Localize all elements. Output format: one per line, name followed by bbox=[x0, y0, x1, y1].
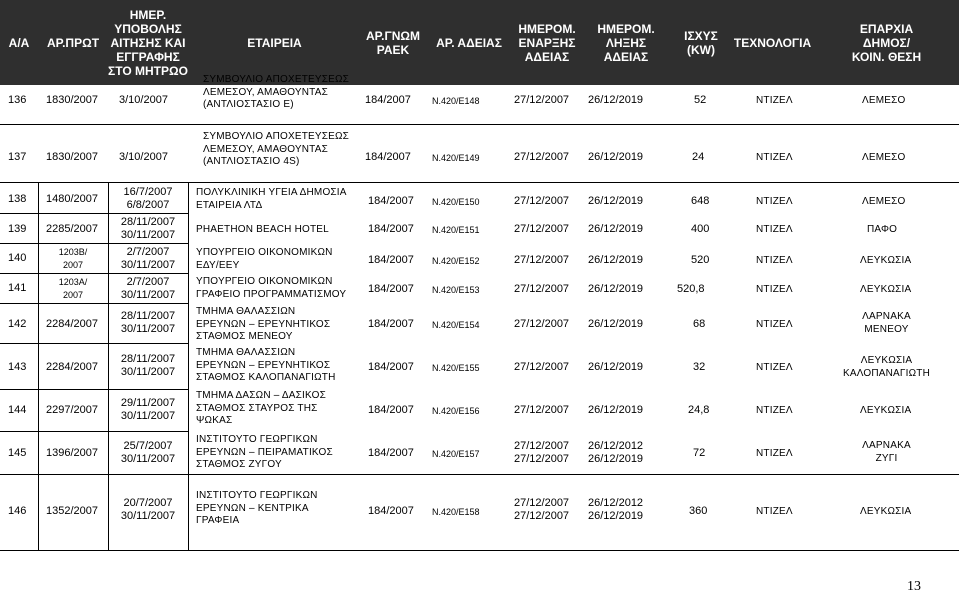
cell-prot: 1203Β/ 2007 bbox=[58, 247, 88, 270]
cell-end: 26/12/2019 bbox=[588, 318, 644, 330]
header-tech: ΤΕΧΝΟΛΟΓΙΑ bbox=[733, 35, 812, 50]
cell-location: ΛΕΜΕΣΟ bbox=[862, 95, 906, 106]
cell-start: 27/12/2007 bbox=[514, 254, 570, 266]
cell-start: 27/12/2007 bbox=[514, 195, 570, 207]
cell-adeia: Ν.420/Ε150 bbox=[432, 197, 480, 207]
cell-adeia: Ν.420/Ε154 bbox=[432, 320, 480, 330]
column-divider bbox=[38, 474, 39, 550]
cell-prot: 1396/2007 bbox=[46, 447, 98, 459]
row-divider bbox=[0, 343, 188, 344]
cell-date: 28/11/2007 30/11/2007 bbox=[120, 216, 176, 241]
cell-aa: 137 bbox=[8, 151, 27, 163]
row-divider bbox=[0, 182, 959, 183]
cell-end: 26/12/2012 26/12/2019 bbox=[588, 497, 644, 522]
cell-gnom: 184/2007 bbox=[368, 404, 414, 416]
row-divider bbox=[0, 550, 959, 551]
header-ar-prot: ΑΡ.ΠΡΩΤ bbox=[46, 35, 100, 50]
cell-start: 27/12/2007 bbox=[514, 318, 570, 330]
cell-start: 27/12/2007 27/12/2007 bbox=[514, 497, 570, 522]
header-aa: Α/Α bbox=[8, 35, 30, 50]
cell-tech: ΝΤΙΖΕΛ bbox=[756, 284, 793, 295]
cell-adeia: Ν.420/Ε148 bbox=[432, 96, 480, 106]
table-header bbox=[0, 0, 959, 85]
cell-location: ΛΕΥΚΩΣΙΑ bbox=[860, 506, 912, 517]
cell-tech: ΝΤΙΖΕΛ bbox=[756, 196, 793, 207]
cell-start: 27/12/2007 bbox=[514, 404, 570, 416]
cell-tech: ΝΤΙΖΕΛ bbox=[756, 448, 793, 459]
cell-company: ΙΝΣΤΙΤΟΥΤΟ ΓΕΩΡΓΙΚΩΝ ΕΡΕΥΝΩΝ – ΚΕΝΤΡΙΚΑ ΓΡΑΦΕΙΑ bbox=[196, 490, 318, 526]
cell-date: 16/7/2007 6/8/2007 bbox=[123, 186, 173, 211]
cell-gnom: 184/2007 bbox=[365, 151, 411, 163]
cell-gnom: 184/2007 bbox=[368, 447, 414, 459]
cell-prot: 1352/2007 bbox=[46, 505, 98, 517]
cell-power: 400 bbox=[691, 223, 710, 235]
cell-company: ΣΥΜΒΟΥΛΙΟ ΑΠΟΧΕΤΕΥΣΕΩΣ ΛΕΜΕΣΟΥ, ΑΜΑΘΟΥΝΤΑΣ (ΑΝΤΛΙΟΣΤΑΣΙΟ Ε) bbox=[203, 74, 350, 110]
cell-adeia: Ν.420/Ε155 bbox=[432, 363, 480, 373]
cell-date: 28/11/2007 30/11/2007 bbox=[120, 310, 176, 335]
cell-location: ΛΕΥΚΩΣΙΑ ΚΑΛΟΠΑΝΑΓΙΩΤΗ bbox=[842, 355, 931, 379]
cell-tech: ΝΤΙΖΕΛ bbox=[756, 255, 793, 266]
cell-date: 2/7/2007 30/11/2007 bbox=[120, 246, 176, 271]
cell-company: ΣΥΜΒΟΥΛΙΟ ΑΠΟΧΕΤΕΥΣΕΩΣ ΛΕΜΕΣΟΥ, ΑΜΑΘΟΥΝΤΑΣ (ΑΝΤΛΙΟΣΤΑΣΙΟ 4S) bbox=[203, 131, 350, 167]
cell-date: 2/7/2007 30/11/2007 bbox=[120, 276, 176, 301]
column-divider bbox=[188, 474, 189, 550]
header-company: ΕΤΑΙΡΕΙΑ bbox=[247, 35, 302, 50]
cell-start: 27/12/2007 bbox=[514, 94, 570, 106]
cell-prot: 1830/2007 bbox=[46, 94, 98, 106]
cell-aa: 139 bbox=[8, 223, 27, 235]
cell-adeia: Ν.420/Ε151 bbox=[432, 225, 480, 235]
row-divider bbox=[0, 273, 188, 274]
cell-location: ΛΕΥΚΩΣΙΑ bbox=[860, 255, 912, 266]
cell-company: ΤΜΗΜΑ ΘΑΛΑΣΣΙΩΝ ΕΡΕΥΝΩΝ – ΕΡΕΥΝΗΤΙΚΟΣ ΣΤΑΘΜΟΣ ΚΑΛΟΠΑΝΑΓΙΩΤΗ bbox=[196, 347, 336, 383]
cell-gnom: 184/2007 bbox=[368, 361, 414, 373]
cell-aa: 146 bbox=[8, 505, 27, 517]
cell-date: 29/11/2007 30/11/2007 bbox=[120, 397, 176, 422]
cell-end: 26/12/2019 bbox=[588, 404, 644, 416]
cell-location: ΠΑΦΟ bbox=[867, 224, 898, 235]
cell-date: 25/7/2007 30/11/2007 bbox=[120, 440, 176, 465]
cell-tech: ΝΤΙΖΕΛ bbox=[756, 152, 793, 163]
cell-end: 26/12/2019 bbox=[588, 94, 644, 106]
cell-prot: 2297/2007 bbox=[46, 404, 98, 416]
cell-end: 26/12/2019 bbox=[588, 151, 644, 163]
cell-end: 26/12/2019 bbox=[588, 223, 644, 235]
cell-power: 24 bbox=[692, 151, 705, 163]
cell-aa: 144 bbox=[8, 404, 27, 416]
cell-gnom: 184/2007 bbox=[368, 195, 414, 207]
cell-date: 3/10/2007 bbox=[119, 151, 168, 163]
cell-location: ΛΕΜΕΣΟ bbox=[862, 152, 906, 163]
row-divider bbox=[0, 474, 959, 475]
cell-gnom: 184/2007 bbox=[365, 94, 411, 106]
cell-start: 27/12/2007 27/12/2007 bbox=[514, 440, 570, 465]
header-date-submit: ΗΜΕΡ. ΥΠΟΒΟΛΗΣ ΑΙΤΗΣΗΣ ΚΑΙ ΕΓΓΡΑΦΗΣ ΣΤΟ ΜΗΤΡΩΟ bbox=[108, 7, 188, 78]
cell-start: 27/12/2007 bbox=[514, 223, 570, 235]
cell-aa: 138 bbox=[8, 193, 27, 205]
cell-location: ΛΑΡΝΑΚΑ ΜΕΝΕΟΥ bbox=[862, 311, 911, 335]
cell-gnom: 184/2007 bbox=[368, 505, 414, 517]
cell-tech: ΝΤΙΖΕΛ bbox=[756, 405, 793, 416]
page-number: 13 bbox=[907, 579, 921, 594]
cell-adeia: Ν.420/Ε157 bbox=[432, 449, 480, 459]
cell-date: 28/11/2007 30/11/2007 bbox=[120, 353, 176, 378]
cell-power: 24,8 bbox=[688, 404, 710, 416]
cell-adeia: Ν.420/Ε152 bbox=[432, 256, 480, 266]
row-divider bbox=[0, 303, 188, 304]
cell-company: ΠΟΛΥΚΛΙΝΙΚΗ ΥΓΕΙΑ ΔΗΜΟΣΙΑ ΕΤΑΙΡΕΙΑ ΛΤΔ bbox=[196, 187, 347, 211]
header-date-end: ΗΜΕΡΟΜ. ΛΗΞΗΣ ΑΔΕΙΑΣ bbox=[597, 21, 655, 64]
row-divider bbox=[0, 389, 188, 390]
cell-adeia: Ν.420/Ε153 bbox=[432, 285, 480, 295]
cell-power: 520 bbox=[691, 254, 710, 266]
cell-power: 520,8 bbox=[677, 283, 705, 295]
cell-tech: ΝΤΙΖΕΛ bbox=[756, 362, 793, 373]
cell-prot: 1830/2007 bbox=[46, 151, 98, 163]
row-divider bbox=[0, 213, 188, 214]
cell-company: ΥΠΟΥΡΓΕΙΟ ΟΙΚΟΝΟΜΙΚΩΝ ΓΡΑΦΕΙΟ ΠΡΟΓΡΑΜΜΑΤΙΣΜΟΥ bbox=[196, 276, 347, 300]
cell-gnom: 184/2007 bbox=[368, 318, 414, 330]
cell-gnom: 184/2007 bbox=[368, 283, 414, 295]
cell-power: 72 bbox=[693, 447, 706, 459]
cell-end: 26/12/2019 bbox=[588, 283, 644, 295]
cell-adeia: Ν.420/Ε156 bbox=[432, 406, 480, 416]
row-divider bbox=[0, 431, 188, 432]
cell-power: 32 bbox=[693, 361, 706, 373]
header-ar-adeias: ΑΡ. ΑΔΕΙΑΣ bbox=[436, 35, 502, 50]
cell-power: 648 bbox=[691, 195, 710, 207]
cell-location: ΛΑΡΝΑΚΑ ΖΥΓΙ bbox=[862, 440, 911, 464]
cell-aa: 142 bbox=[8, 318, 27, 330]
header-power: ΙΣΧΥΣ (KW) bbox=[684, 28, 718, 57]
cell-company: ΙΝΣΤΙΤΟΥΤΟ ΓΕΩΡΓΙΚΩΝ ΕΡΕΥΝΩΝ – ΠΕΙΡΑΜΑΤΙΚΟΣ ΣΤΑΘΜΟΣ ΖΥΓΟΥ bbox=[196, 434, 333, 470]
cell-tech: ΝΤΙΖΕΛ bbox=[756, 319, 793, 330]
cell-company: ΤΜΗΜΑ ΘΑΛΑΣΣΙΩΝ ΕΡΕΥΝΩΝ – ΕΡΕΥΝΗΤΙΚΟΣ ΣΤΑΘΜΟΣ ΜΕΝΕΟΥ bbox=[196, 306, 331, 342]
cell-adeia: Ν.420/Ε149 bbox=[432, 153, 480, 163]
cell-tech: ΝΤΙΖΕΛ bbox=[756, 95, 793, 106]
cell-company: ΥΠΟΥΡΓΕΙΟ ΟΙΚΟΝΟΜΙΚΩΝ ΕΔΥ/ΕΕΥ bbox=[196, 247, 333, 271]
cell-start: 27/12/2007 bbox=[514, 151, 570, 163]
cell-tech: ΝΤΙΖΕΛ bbox=[756, 224, 793, 235]
cell-prot: 2284/2007 bbox=[46, 361, 98, 373]
cell-gnom: 184/2007 bbox=[368, 223, 414, 235]
row-divider bbox=[0, 243, 188, 244]
cell-aa: 141 bbox=[8, 282, 27, 294]
cell-power: 68 bbox=[693, 318, 706, 330]
cell-gnom: 184/2007 bbox=[368, 254, 414, 266]
cell-aa: 140 bbox=[8, 252, 27, 264]
header-location: ΕΠΑΡΧΙΑ ΔΗΜΟΣ/ ΚΟΙΝ. ΘΕΣΗ bbox=[851, 21, 922, 64]
cell-prot: 2284/2007 bbox=[46, 318, 98, 330]
cell-aa: 145 bbox=[8, 447, 27, 459]
cell-aa: 143 bbox=[8, 361, 27, 373]
cell-location: ΛΕΥΚΩΣΙΑ bbox=[860, 284, 912, 295]
header-date-start: ΗΜΕΡΟΜ. ΕΝΑΡΞΗΣ ΑΔΕΙΑΣ bbox=[518, 21, 576, 64]
cell-tech: ΝΤΙΖΕΛ bbox=[756, 506, 793, 517]
cell-date: 3/10/2007 bbox=[119, 94, 168, 106]
cell-location: ΛΕΥΚΩΣΙΑ bbox=[860, 405, 912, 416]
cell-location: ΛΕΜΕΣΟ bbox=[862, 196, 906, 207]
cell-prot: 1480/2007 bbox=[46, 193, 98, 205]
cell-prot: 2285/2007 bbox=[46, 223, 98, 235]
cell-aa: 136 bbox=[8, 94, 27, 106]
cell-prot: 1203Α/ 2007 bbox=[58, 277, 88, 300]
cell-end: 26/12/2012 26/12/2019 bbox=[588, 440, 644, 465]
cell-end: 26/12/2019 bbox=[588, 361, 644, 373]
cell-power: 360 bbox=[689, 505, 708, 517]
cell-company: PHAETHON BEACH HOTEL bbox=[196, 224, 329, 235]
column-divider bbox=[188, 182, 189, 474]
cell-date: 20/7/2007 30/11/2007 bbox=[120, 497, 176, 522]
cell-end: 26/12/2019 bbox=[588, 195, 644, 207]
header-ar-gnom: ΑΡ.ΓΝΩΜ ΡΑΕΚ bbox=[366, 28, 420, 57]
cell-start: 27/12/2007 bbox=[514, 283, 570, 295]
row-divider bbox=[0, 124, 959, 125]
cell-power: 52 bbox=[694, 94, 707, 106]
cell-start: 27/12/2007 bbox=[514, 361, 570, 373]
cell-company: ΤΜΗΜΑ ΔΑΣΩΝ – ΔΑΣΙΚΟΣ ΣΤΑΘΜΟΣ ΣΤΑΥΡΟΣ ΤΗΣ ΨΩΚΑΣ bbox=[196, 390, 326, 426]
cell-adeia: Ν.420/Ε158 bbox=[432, 507, 480, 517]
cell-end: 26/12/2019 bbox=[588, 254, 644, 266]
